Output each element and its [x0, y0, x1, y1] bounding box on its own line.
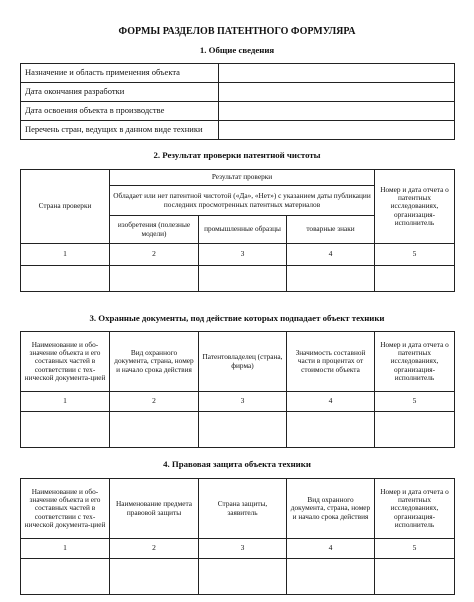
data-cell: [110, 559, 199, 595]
column-number: 2: [110, 539, 199, 559]
group-header: Результат проверки: [110, 170, 375, 186]
value-cell: [219, 83, 455, 102]
section3-title: 3. Охранные документы, под действие которых подпадает объект техники: [89, 313, 385, 323]
col-designs: промышленные образцы: [199, 216, 287, 244]
value-cell: [219, 121, 455, 140]
col-object-name: Наименование и обо-значение объекта и его составных частей в соответствии с тех-нической документа-цией: [21, 479, 110, 539]
column-number: 5: [375, 392, 455, 412]
data-cell: [375, 559, 455, 595]
protection-documents-table: [20, 331, 455, 448]
col-report: Номер и дата отчета о патентных исследованиях, организация-исполнитель: [375, 479, 455, 539]
data-cell: [110, 266, 199, 292]
column-number: 1: [21, 539, 110, 559]
legal-protection-table: [20, 478, 455, 595]
column-number: 3: [199, 392, 287, 412]
column-number: 5: [375, 539, 455, 559]
data-cell: [110, 412, 199, 448]
column-number: 4: [287, 392, 375, 412]
column-number: 2: [110, 392, 199, 412]
col-country: Страна проверки: [21, 170, 110, 244]
col-inventions: изобретения (полезные модели): [110, 216, 199, 244]
data-cell: [375, 412, 455, 448]
col-trademarks: товарные знаки: [287, 216, 375, 244]
column-number: 5: [375, 244, 455, 266]
data-cell: [287, 559, 375, 595]
column-number: 3: [199, 244, 287, 266]
column-number: 1: [21, 244, 110, 266]
col-document-type: Вид охранного документа, страна, номер и начало срока действия: [287, 479, 375, 539]
col-protection-subject: Наименование предмета правовой защиты: [110, 479, 199, 539]
data-cell: [21, 559, 110, 595]
row-label: Дата окончания разработки: [21, 83, 219, 102]
col-report: Номер и дата отчета о патентных исследованиях, организация-исполнитель: [375, 170, 455, 244]
column-number: 4: [287, 244, 375, 266]
value-cell: [219, 64, 455, 83]
col-patent-owner: Патентовладелец (страна, фирма): [199, 332, 287, 392]
data-cell: [199, 559, 287, 595]
col-document-type: Вид охранного документа, страна, номер и начало срока действия: [110, 332, 199, 392]
column-number: 4: [287, 539, 375, 559]
col-significance: Значимость составной части в процентах от стоимости объекта: [287, 332, 375, 392]
col-object-name: Наименование и обо-значение объекта и его составных частей в соответствии с тех-нической документа-цией: [21, 332, 110, 392]
data-cell: [287, 266, 375, 292]
data-cell: [21, 412, 110, 448]
value-cell: [219, 102, 455, 121]
data-cell: [375, 266, 455, 292]
sub-header: Обладает или нет патентной чистотой («Да», «Нет») с указанием даты публикации последних просмотренных патентных материалов: [110, 186, 375, 216]
column-number: 2: [110, 244, 199, 266]
main-title: ФОРМЫ РАЗДЕЛОВ ПАТЕНТНОГО ФОРМУЛЯРА: [118, 26, 356, 37]
column-number: 1: [21, 392, 110, 412]
section1-title: 1. Общие сведения: [199, 45, 275, 55]
row-label: Назначение и область применения объекта: [21, 64, 219, 83]
col-report: Номер и дата отчета о патентных исследованиях, организация-исполнитель: [375, 332, 455, 392]
data-cell: [199, 412, 287, 448]
row-label: Перечень стран, ведущих в данном виде техники: [21, 121, 219, 140]
column-number: 3: [199, 539, 287, 559]
section2-title: 2. Результат проверки патентной чистоты: [153, 150, 321, 160]
row-label: Дата освоения объекта в производстве: [21, 102, 219, 121]
section4-title: 4. Правовая защита объекта техники: [163, 459, 311, 469]
data-cell: [199, 266, 287, 292]
patent-purity-table: [20, 169, 455, 292]
general-info-table: [20, 63, 455, 140]
data-cell: [287, 412, 375, 448]
data-cell: [21, 266, 110, 292]
col-country-applicant: Страна защиты, заявитель: [199, 479, 287, 539]
